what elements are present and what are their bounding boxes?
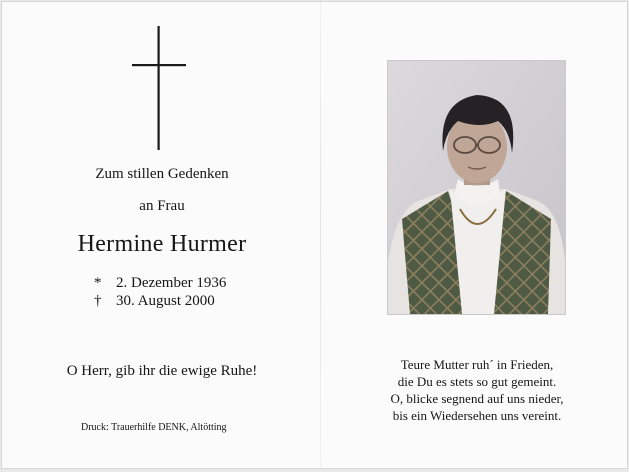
death-date: 30. August 2000 [116,293,215,309]
printer-credit: Druck: Trauerhilfe DENK, Altötting [81,422,227,433]
birth-symbol: * [94,275,102,291]
death-date-row [94,293,215,310]
portrait-photo [387,60,566,315]
poem-line: O, blicke segnend auf uns nieder, [390,391,564,406]
birth-date: 2. Dezember 1936 [116,275,227,291]
death-symbol: † [94,293,102,309]
memorial-card [2,2,627,468]
cross-icon [132,26,186,150]
birth-date-row [94,275,226,292]
poem-line: Teure Mutter ruh´ in Frieden, [400,357,554,372]
prayer-text: O Herr, gib ihr die ewige Ruhe! [66,363,258,379]
deceased-name: Hermine Hurmer [77,231,247,257]
salutation-text: an Frau [139,198,185,214]
poem-line: bis ein Wiedersehen uns vereint. [392,408,562,423]
dedication-text: Zum stillen Gedenken [95,166,229,182]
memorial-poem [332,356,622,424]
poem-line: die Du es stets so gut gemeint. [397,374,557,389]
